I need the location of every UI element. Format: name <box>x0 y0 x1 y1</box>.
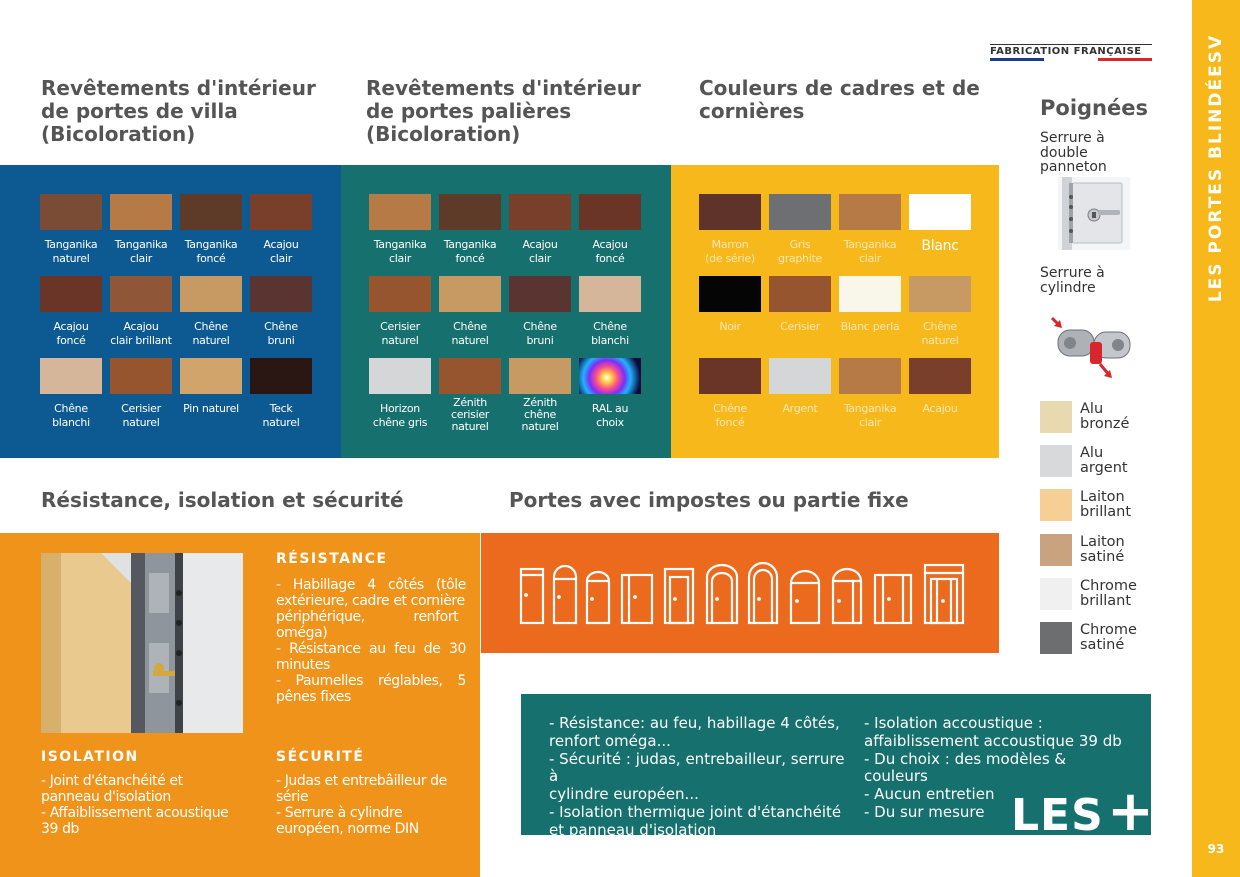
color-swatch <box>180 194 242 230</box>
swatch-label: Chêne bruni <box>523 320 557 347</box>
door-icon <box>521 569 543 623</box>
door-tall-arched-icon <box>749 563 777 623</box>
swatch-label: Chêne naturel <box>192 320 230 347</box>
isolation-text: - Joint d'étanchéité et panneau d'isolation - Affaiblissement acoustique 39 db <box>41 773 229 837</box>
paliere-swatch-panel <box>341 165 671 458</box>
finish-label: Chrome satiné <box>1080 622 1137 653</box>
swatch-label: Cerisier naturel <box>380 320 420 347</box>
door-transom-frame-icon <box>925 565 963 623</box>
impostes-door-icons <box>481 533 999 653</box>
swatch-label: Tanganika naturel <box>44 238 98 265</box>
swatch-label: Gris graphite <box>778 238 822 265</box>
finish-label: Laiton satiné <box>1080 534 1125 565</box>
swatch-label: Acajou clair <box>522 238 558 265</box>
door-arched-frame-icon <box>707 565 737 623</box>
swatch-label: Argent <box>782 402 818 415</box>
swatch-label: Zénith cerisier naturel <box>450 396 490 433</box>
color-swatch <box>250 358 312 394</box>
finish-swatch <box>1040 401 1072 433</box>
color-swatch <box>180 358 242 394</box>
swatch-label: Acajou foncé <box>592 238 628 265</box>
swatch-label: Chêne foncé <box>713 402 747 429</box>
poignees-title: Poignées <box>1040 96 1148 120</box>
ral-colors-swatch <box>579 358 641 394</box>
color-swatch <box>369 194 431 230</box>
color-swatch <box>839 358 901 394</box>
sidebar <box>1192 0 1240 877</box>
swatch-label: Tanganika clair <box>373 238 427 265</box>
color-swatch <box>769 194 831 230</box>
fabrication-text: FABRICATION FRANÇAISE <box>990 44 1152 57</box>
cadres-swatch-panel <box>671 165 999 458</box>
color-swatch <box>769 358 831 394</box>
color-swatch <box>909 358 971 394</box>
swatch-label: Noir <box>719 320 741 333</box>
swatch-label: Zénith chêne naturel <box>521 396 559 433</box>
finish-label: Alu argent <box>1080 445 1128 476</box>
door-round-top-icon <box>791 571 819 623</box>
securite-heading: SÉCURITÉ <box>276 749 365 765</box>
swatch-label: RAL au choix <box>591 402 629 429</box>
finish-label: Alu bronzé <box>1080 401 1130 432</box>
page-number: 93 <box>1207 842 1225 856</box>
fabrication-badge <box>990 44 1152 61</box>
handle-label-double-panneton: Serrure à double panneton <box>1040 130 1107 175</box>
color-swatch <box>509 194 571 230</box>
swatch-label: Acajou clair brillant <box>110 320 172 347</box>
swatch-label: Tanganika foncé <box>184 238 238 265</box>
color-swatch <box>439 358 501 394</box>
door-arched-icon <box>587 572 609 623</box>
color-swatch <box>699 276 761 312</box>
door-double-sidelight-icon <box>875 575 911 623</box>
resistance-text: - Habillage 4 côtés (tôle extérieure, cadre et cornière périphérique, renfort oméga) - Résistance au feu de 30 minutes - Paumelles réglables, 5 pênes fixes <box>276 577 466 705</box>
color-swatch <box>110 358 172 394</box>
swatch-label: Tanganika clair <box>114 238 168 265</box>
finish-swatch <box>1040 534 1072 566</box>
color-swatch <box>40 276 102 312</box>
isolation-heading: ISOLATION <box>41 749 139 765</box>
swatch-label: Chêne blanchi <box>52 402 90 429</box>
les-plus-right-text: - Isolation accoustique : affaiblissement accoustique 39 db - Du choix : des modèles & couleurs - Aucun entretien - Du sur mesure <box>864 714 1122 821</box>
les-plus-logo: LES <box>1011 790 1104 841</box>
swatch-label: Tanganika clair <box>843 402 897 429</box>
resistance-heading: RÉSISTANCE <box>276 551 388 567</box>
swatch-label: Chêne naturel <box>921 320 959 347</box>
handle-label-cylindre: Serrure à cylindre <box>1040 265 1105 296</box>
securite-text: - Judas et entrebâilleur de série - Serrure à cylindre européen, norme DIN <box>276 773 447 837</box>
swatch-label: Chêne blanchi <box>591 320 629 347</box>
finish-swatch <box>1040 578 1072 610</box>
color-swatch <box>509 358 571 394</box>
color-swatch <box>699 194 761 230</box>
color-swatch <box>110 194 172 230</box>
door-side-panel-icon <box>622 575 652 623</box>
impostes-title: Portes avec impostes ou partie fixe <box>509 488 909 512</box>
swatch-label: Blanc <box>921 238 959 254</box>
color-swatch <box>110 276 172 312</box>
finish-swatch <box>1040 489 1072 521</box>
door-round-top-sidelight-icon <box>833 569 861 623</box>
color-swatch <box>699 358 761 394</box>
resistance-section-title: Résistance, isolation et sécurité <box>41 488 404 512</box>
color-swatch <box>909 194 971 230</box>
door-frame-icon <box>665 569 693 623</box>
swatch-label: Chêne bruni <box>264 320 298 347</box>
les-plus-left-text: - Résistance: au feu, habillage 4 côtés, renfort oméga... - Sécurité : judas, entrebailleur, serrure à cylindre européen... - Isolation thermique joint d'étanchéité et panneau d'isolation <box>549 714 845 839</box>
color-swatch <box>909 276 971 312</box>
color-swatch <box>250 194 312 230</box>
french-flag-icon <box>990 58 1152 61</box>
finish-label: Chrome brillant <box>1080 578 1137 609</box>
finish-swatch <box>1040 622 1072 654</box>
swatch-label: Acajou <box>922 402 958 415</box>
armored-door-photo <box>41 553 243 733</box>
color-swatch <box>839 276 901 312</box>
paliere-title: Revêtements d'intérieur de portes palières (Bicoloration) <box>366 76 641 146</box>
villa-title: Revêtements d'intérieur de portes de villa (Bicoloration) <box>41 76 316 146</box>
color-swatch <box>579 276 641 312</box>
swatch-label: Teck naturel <box>262 402 300 429</box>
finish-label: Laiton brillant <box>1080 489 1132 520</box>
swatch-label: Tanganika foncé <box>443 238 497 265</box>
color-swatch <box>509 276 571 312</box>
les-plus-box <box>521 694 1154 844</box>
swatch-label: Tanganika clair <box>843 238 897 265</box>
color-swatch <box>40 358 102 394</box>
door-arched-transom-icon <box>554 566 576 623</box>
swatch-label: Acajou clair <box>263 238 299 265</box>
swatch-label: Chêne naturel <box>451 320 489 347</box>
color-swatch <box>579 194 641 230</box>
color-swatch <box>839 194 901 230</box>
finish-swatch <box>1040 445 1072 477</box>
swatch-label: Cerisier naturel <box>121 402 161 429</box>
swatch-label: Marron (de série) <box>705 238 755 265</box>
color-swatch <box>369 276 431 312</box>
cylinder-lock-image <box>1040 304 1152 388</box>
color-swatch <box>180 276 242 312</box>
cadres-title: Couleurs de cadres et de cornières <box>699 76 980 123</box>
villa-swatch-panel <box>0 165 341 458</box>
color-swatch <box>369 358 431 394</box>
color-swatch <box>250 276 312 312</box>
swatch-label: Cerisier <box>780 320 820 333</box>
plus-icon: + <box>1107 779 1154 844</box>
color-swatch <box>40 194 102 230</box>
color-swatch <box>439 276 501 312</box>
swatch-label: Blanc perla <box>840 320 900 333</box>
swatch-label: Acajou foncé <box>53 320 89 347</box>
double-panneton-lock-image <box>1058 177 1130 250</box>
sidebar-title: LES PORTES BLINDÉESV <box>1206 33 1226 303</box>
swatch-label: Horizon chêne gris <box>372 402 428 429</box>
color-swatch <box>439 194 501 230</box>
swatch-label: Pin naturel <box>183 402 239 415</box>
color-swatch <box>769 276 831 312</box>
